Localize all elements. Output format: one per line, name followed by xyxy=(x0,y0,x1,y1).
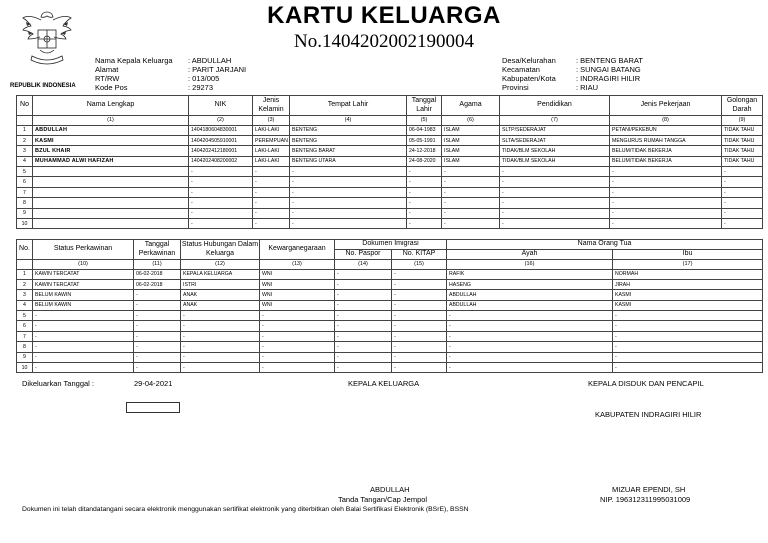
table-cell: - xyxy=(260,321,335,331)
table-row xyxy=(17,125,763,135)
table-cell: - xyxy=(447,363,613,373)
table-cell: - xyxy=(442,177,500,187)
table-cell: - xyxy=(181,363,260,373)
table-cell: ISLAM xyxy=(442,146,500,156)
table-cell: - xyxy=(253,208,290,218)
table-cell: - xyxy=(447,311,613,321)
table-cell: - xyxy=(134,342,181,352)
issued-date: 29-04-2021 xyxy=(134,379,173,388)
table-cell: - xyxy=(392,352,447,362)
table-cell: 6 xyxy=(17,321,33,331)
column-header: NIK xyxy=(189,96,253,116)
table-cell xyxy=(33,187,189,197)
table-cell: 1 xyxy=(17,269,33,279)
table-cell: - xyxy=(447,352,613,362)
table-cell: - xyxy=(392,290,447,300)
table-cell: 7 xyxy=(17,187,33,197)
table-row xyxy=(17,135,763,145)
table-cell: - xyxy=(134,290,181,300)
table-row xyxy=(17,208,763,218)
column-header: No. Paspor xyxy=(335,250,392,260)
table-cell: WNI xyxy=(260,279,335,289)
document-title: KARTU KELUARGA xyxy=(267,2,501,29)
table-header-row xyxy=(17,96,763,116)
table-cell: - xyxy=(189,219,253,229)
head-of-family-name: ABDULLAH xyxy=(370,485,410,494)
table-cell: 24-08-2020 xyxy=(407,156,442,166)
table-cell: - xyxy=(500,198,610,208)
family-status-table xyxy=(16,239,763,373)
table-cell: 10 xyxy=(17,363,33,373)
column-header: Golongan Darah xyxy=(722,96,763,116)
table-cell: - xyxy=(407,187,442,197)
info-label: RT/RW xyxy=(95,74,120,83)
table-cell: - xyxy=(500,177,610,187)
table-cell: 5 xyxy=(17,311,33,321)
column-number: (1) xyxy=(33,116,189,126)
table-cell: ISTRI xyxy=(181,279,260,289)
table-cell: TIDAK/BLM SEKOLAH xyxy=(500,156,610,166)
table-cell: 8 xyxy=(17,342,33,352)
table-cell: - xyxy=(442,219,500,229)
info-value: : PARIT JARJANI xyxy=(188,65,247,74)
table-cell: - xyxy=(134,352,181,362)
table-cell: - xyxy=(189,177,253,187)
table-cell: 10 xyxy=(17,219,33,229)
column-header: Dokumen Imigrasi xyxy=(335,240,447,250)
table-cell: - xyxy=(500,187,610,197)
column-header: Nama Orang Tua xyxy=(447,240,763,250)
table-cell: - xyxy=(500,208,610,218)
household-info-left xyxy=(95,56,246,92)
table-cell: PETANI/PEKEBUN xyxy=(610,125,722,135)
table-cell: KASMI xyxy=(613,300,763,310)
table-cell: 06-04-1983 xyxy=(407,125,442,135)
head-of-family-label: KEPALA KELUARGA xyxy=(348,379,420,388)
column-header: Ibu xyxy=(613,250,763,260)
table-row xyxy=(17,177,763,187)
table-cell: - xyxy=(447,331,613,341)
table-cell: BENTENG UTARA xyxy=(290,156,407,166)
table-cell: NORMAH xyxy=(613,269,763,279)
column-header: Tempat Lahir xyxy=(290,96,407,116)
table-cell: BZUL KHAIR xyxy=(33,146,189,156)
table-cell: PEREMPUAN xyxy=(253,135,290,145)
column-number: (12) xyxy=(181,260,260,270)
table-cell: ABDULLAH xyxy=(33,125,189,135)
table-cell: - xyxy=(722,198,763,208)
table-row xyxy=(17,331,763,341)
table-cell: KAWIN TERCATAT xyxy=(33,269,134,279)
table-cell: - xyxy=(253,187,290,197)
info-value: : 29273 xyxy=(188,83,214,92)
table-cell: WNI xyxy=(260,269,335,279)
table-cell: 06-02-2018 xyxy=(134,279,181,289)
table-cell: - xyxy=(407,198,442,208)
table-cell: MENGURUS RUMAH TANGGA xyxy=(610,135,722,145)
table-cell xyxy=(33,219,189,229)
table-cell: - xyxy=(189,167,253,177)
info-row xyxy=(95,74,246,83)
info-label: Provinsi xyxy=(502,83,529,92)
table-cell: - xyxy=(613,311,763,321)
table-cell: TIDAK TAHU xyxy=(722,146,763,156)
table-cell: BELUM/TIDAK BEKERJA xyxy=(610,156,722,166)
table-cell: - xyxy=(181,352,260,362)
table-cell: 8 xyxy=(17,198,33,208)
table-cell: 1404202408200002 xyxy=(189,156,253,166)
info-label: Nama Kepala Keluarga xyxy=(95,56,173,65)
table-cell: - xyxy=(33,352,134,362)
table-cell: - xyxy=(407,167,442,177)
table-cell: - xyxy=(613,363,763,373)
table-cell: - xyxy=(189,208,253,218)
table-cell: - xyxy=(392,321,447,331)
info-row xyxy=(502,65,643,74)
column-header: Status Hubungan Dalam Keluarga xyxy=(181,240,260,260)
table-cell: WNI xyxy=(260,290,335,300)
table-cell: - xyxy=(290,167,407,177)
table-cell: 9 xyxy=(17,352,33,362)
table-cell: - xyxy=(722,167,763,177)
table-cell: - xyxy=(442,208,500,218)
column-number: (7) xyxy=(500,116,610,126)
column-number: (14) xyxy=(335,260,392,270)
table-cell: 3 xyxy=(17,290,33,300)
info-value: : 013/005 xyxy=(188,74,220,83)
table-cell: - xyxy=(134,311,181,321)
column-number: (16) xyxy=(447,260,613,270)
signature-label: Tanda Tangan/Cap Jempol xyxy=(338,495,428,504)
column-header: Tanggal Perkawinan xyxy=(134,240,181,260)
issued-date-label: Dikeluarkan Tanggal : xyxy=(22,379,94,388)
info-value: : RIAU xyxy=(576,83,599,92)
info-value: : ABDULLAH xyxy=(188,56,232,65)
table-row xyxy=(17,187,763,197)
table-cell: 6 xyxy=(17,177,33,187)
table-cell: - xyxy=(722,177,763,187)
table-cell: - xyxy=(610,198,722,208)
table-cell: - xyxy=(181,321,260,331)
table-cell: - xyxy=(260,352,335,362)
info-value: : SUNGAI BATANG xyxy=(576,65,641,74)
table-cell: - xyxy=(610,177,722,187)
table-cell: ANAK xyxy=(181,300,260,310)
table-cell: BENTENG xyxy=(290,135,407,145)
table-cell: KAWIN TERCATAT xyxy=(33,279,134,289)
info-row xyxy=(502,74,643,83)
table-cell: - xyxy=(613,331,763,341)
table-cell: - xyxy=(610,208,722,218)
table-cell: JIRAH xyxy=(613,279,763,289)
table-cell: - xyxy=(181,311,260,321)
table-cell: BELUM KAWIN xyxy=(33,290,134,300)
table-cell: - xyxy=(500,219,610,229)
table-row xyxy=(17,156,763,166)
table-cell: TIDAK TAHU xyxy=(722,125,763,135)
table-cell: - xyxy=(392,269,447,279)
table-cell: - xyxy=(290,198,407,208)
table-cell: - xyxy=(335,342,392,352)
family-members-table xyxy=(16,95,763,229)
table-cell: - xyxy=(613,352,763,362)
table-cell: 7 xyxy=(17,331,33,341)
table-cell: - xyxy=(442,167,500,177)
table-cell: - xyxy=(33,342,134,352)
table-cell: - xyxy=(134,331,181,341)
info-row xyxy=(502,56,643,65)
table-cell: - xyxy=(260,311,335,321)
table-cell: SLTP/SEDERAJAT xyxy=(500,125,610,135)
table-row xyxy=(17,321,763,331)
column-number xyxy=(17,260,33,270)
table-cell: ISLAM xyxy=(442,135,500,145)
table-cell: - xyxy=(253,198,290,208)
info-value: : BENTENG BARAT xyxy=(576,56,643,65)
table-cell: BELUM KAWIN xyxy=(33,300,134,310)
table-row xyxy=(17,146,763,156)
info-value: : INDRAGIRI HILIR xyxy=(576,74,641,83)
table-row xyxy=(17,311,763,321)
table-cell xyxy=(33,208,189,218)
table-header-row xyxy=(17,240,763,250)
table-row xyxy=(17,352,763,362)
column-number: (15) xyxy=(392,260,447,270)
table-cell: BENTENG xyxy=(290,125,407,135)
table-cell: - xyxy=(613,321,763,331)
table-cell: 2 xyxy=(17,135,33,145)
table-cell: - xyxy=(253,219,290,229)
table-cell xyxy=(33,198,189,208)
table-cell: - xyxy=(290,187,407,197)
table-cell: - xyxy=(335,311,392,321)
household-info-right xyxy=(502,56,643,92)
table-cell: - xyxy=(392,279,447,289)
table-cell: - xyxy=(447,321,613,331)
column-header: Jenis Kelamin xyxy=(253,96,290,116)
table-cell: 05-05-1991 xyxy=(407,135,442,145)
table-cell: - xyxy=(134,363,181,373)
column-header: Agama xyxy=(442,96,500,116)
table-cell: 4 xyxy=(17,300,33,310)
table-cell: 5 xyxy=(17,167,33,177)
table-cell: 3 xyxy=(17,146,33,156)
column-number xyxy=(17,116,33,126)
emblem-caption: REPUBLIK INDONESIA xyxy=(10,83,76,89)
info-label: Desa/Kelurahan xyxy=(502,56,556,65)
table-cell: - xyxy=(260,363,335,373)
table-cell: - xyxy=(260,342,335,352)
table-cell: - xyxy=(189,187,253,197)
table-cell: 1404180604830001 xyxy=(189,125,253,135)
column-header: No. xyxy=(17,240,33,260)
table-cell: - xyxy=(189,198,253,208)
table-cell: 1 xyxy=(17,125,33,135)
table-cell: TIDAK TAHU xyxy=(722,156,763,166)
table-cell: - xyxy=(442,198,500,208)
info-label: Kode Pos xyxy=(95,83,128,92)
regency-name: KABUPATEN INDRAGIRI HILIR xyxy=(595,410,702,419)
table-cell: - xyxy=(33,311,134,321)
table-cell: TIDAK TAHU xyxy=(722,135,763,145)
table-cell: - xyxy=(290,219,407,229)
table-cell: LAKI-LAKI xyxy=(253,125,290,135)
table-cell: - xyxy=(722,208,763,218)
table-cell: - xyxy=(253,177,290,187)
column-header: Ayah xyxy=(447,250,613,260)
table-cell: ISLAM xyxy=(442,156,500,166)
column-number: (11) xyxy=(134,260,181,270)
table-cell: - xyxy=(392,300,447,310)
table-cell: ANAK xyxy=(181,290,260,300)
table-cell: - xyxy=(260,331,335,341)
table-cell: HASENG xyxy=(447,279,613,289)
table-cell: - xyxy=(407,208,442,218)
table-cell: - xyxy=(181,331,260,341)
column-number: (3) xyxy=(253,116,290,126)
table-row xyxy=(17,363,763,373)
table-cell: - xyxy=(500,167,610,177)
electronic-signature-disclaimer: Dokumen ini telah ditandatangani secara elektronik menggunakan sertifikat elektronik yang diterbitkan oleh Balai Sertifikasi Elektronik (BSrE), BSSN xyxy=(22,506,469,513)
official-nip: NIP. 196312311995031009 xyxy=(600,495,691,504)
table-row xyxy=(17,290,763,300)
info-label: Alamat xyxy=(95,65,119,74)
table-cell: - xyxy=(392,342,447,352)
table-cell: KEPALA KELUARGA xyxy=(181,269,260,279)
table-cell: - xyxy=(335,331,392,341)
table-cell: - xyxy=(613,342,763,352)
table-cell: - xyxy=(134,321,181,331)
table-cell: - xyxy=(447,342,613,352)
table-cell: LAKI-LAKI xyxy=(253,156,290,166)
table-row xyxy=(17,269,763,279)
table-cell: - xyxy=(335,321,392,331)
table-row xyxy=(17,198,763,208)
table-cell: - xyxy=(407,177,442,187)
info-row xyxy=(95,83,246,92)
table-cell: 24-12-2018 xyxy=(407,146,442,156)
table-row xyxy=(17,279,763,289)
table-row xyxy=(17,300,763,310)
column-number: (2) xyxy=(189,116,253,126)
table-cell: KASMI xyxy=(613,290,763,300)
column-number: (17) xyxy=(613,260,763,270)
table-cell: - xyxy=(392,311,447,321)
table-cell: SLTA/SEDERAJAT xyxy=(500,135,610,145)
column-header: Jenis Pekerjaan xyxy=(610,96,722,116)
info-row xyxy=(95,56,246,65)
table-cell: MUHAMMAD ALWI HAFIZAH xyxy=(33,156,189,166)
kk-number: No.1404202002190004 xyxy=(294,31,474,52)
table-cell: WNI xyxy=(260,300,335,310)
table-cell: ABDULLAH xyxy=(447,290,613,300)
table-cell: - xyxy=(335,300,392,310)
column-number: (13) xyxy=(260,260,335,270)
table-row xyxy=(17,342,763,352)
table-cell: - xyxy=(722,187,763,197)
column-number: (4) xyxy=(290,116,407,126)
table-cell: - xyxy=(407,219,442,229)
column-number: (6) xyxy=(442,116,500,126)
table-cell: - xyxy=(290,208,407,218)
table-row xyxy=(17,219,763,229)
table-cell xyxy=(33,167,189,177)
table-cell: - xyxy=(253,167,290,177)
info-label: Kabupaten/Kota xyxy=(502,74,556,83)
table-cell: RAFIK xyxy=(447,269,613,279)
official-title: KEPALA DISDUK DAN PENCAPIL xyxy=(588,379,704,388)
table-cell: 06-02-2018 xyxy=(134,269,181,279)
table-cell: KASMI xyxy=(33,135,189,145)
table-row xyxy=(17,167,763,177)
table-cell: 1404202412180001 xyxy=(189,146,253,156)
column-header: Nama Lengkap xyxy=(33,96,189,116)
table-cell: - xyxy=(722,219,763,229)
column-header: Tanggal Lahir xyxy=(407,96,442,116)
table-cell: - xyxy=(33,321,134,331)
column-number-row xyxy=(17,116,763,126)
column-number: (10) xyxy=(33,260,134,270)
table-cell: LAKI-LAKI xyxy=(253,146,290,156)
info-row xyxy=(95,65,246,74)
table-cell: 4 xyxy=(17,156,33,166)
table-cell: - xyxy=(335,269,392,279)
table-cell: - xyxy=(392,363,447,373)
table-cell: - xyxy=(442,187,500,197)
column-number: (5) xyxy=(407,116,442,126)
column-header: Kewarganegaraan xyxy=(260,240,335,260)
table-cell: - xyxy=(134,300,181,310)
column-number: (8) xyxy=(610,116,722,126)
table-cell: - xyxy=(335,290,392,300)
column-header: Pendidikan xyxy=(500,96,610,116)
table-cell: ABDULLAH xyxy=(447,300,613,310)
table-cell: - xyxy=(33,363,134,373)
column-header: No xyxy=(17,96,33,116)
table-cell: BELUM/TIDAK BEKERJA xyxy=(610,146,722,156)
table-cell: - xyxy=(335,279,392,289)
table-cell: - xyxy=(335,363,392,373)
column-number: (9) xyxy=(722,116,763,126)
table-cell: - xyxy=(181,342,260,352)
date-box xyxy=(126,402,180,413)
official-name: MIZUAR EPENDI, SH xyxy=(612,485,686,494)
table-cell xyxy=(33,177,189,187)
table-cell: ISLAM xyxy=(442,125,500,135)
table-cell: TIDAK/BLM SEKOLAH xyxy=(500,146,610,156)
table-cell: - xyxy=(610,167,722,177)
column-number-row xyxy=(17,260,763,270)
table-cell: BENTENG BARAT xyxy=(290,146,407,156)
table-cell: - xyxy=(392,331,447,341)
table-cell: - xyxy=(610,219,722,229)
column-header: Status Perkawinan xyxy=(33,240,134,260)
table-cell: 1404204505910001 xyxy=(189,135,253,145)
table-cell: 9 xyxy=(17,208,33,218)
table-cell: 2 xyxy=(17,279,33,289)
table-cell: - xyxy=(290,177,407,187)
table-cell: - xyxy=(33,331,134,341)
table-cell: - xyxy=(335,352,392,362)
column-header: No. KITAP xyxy=(392,250,447,260)
info-row xyxy=(502,83,643,92)
info-label: Kecamatan xyxy=(502,65,540,74)
table-cell: - xyxy=(610,187,722,197)
